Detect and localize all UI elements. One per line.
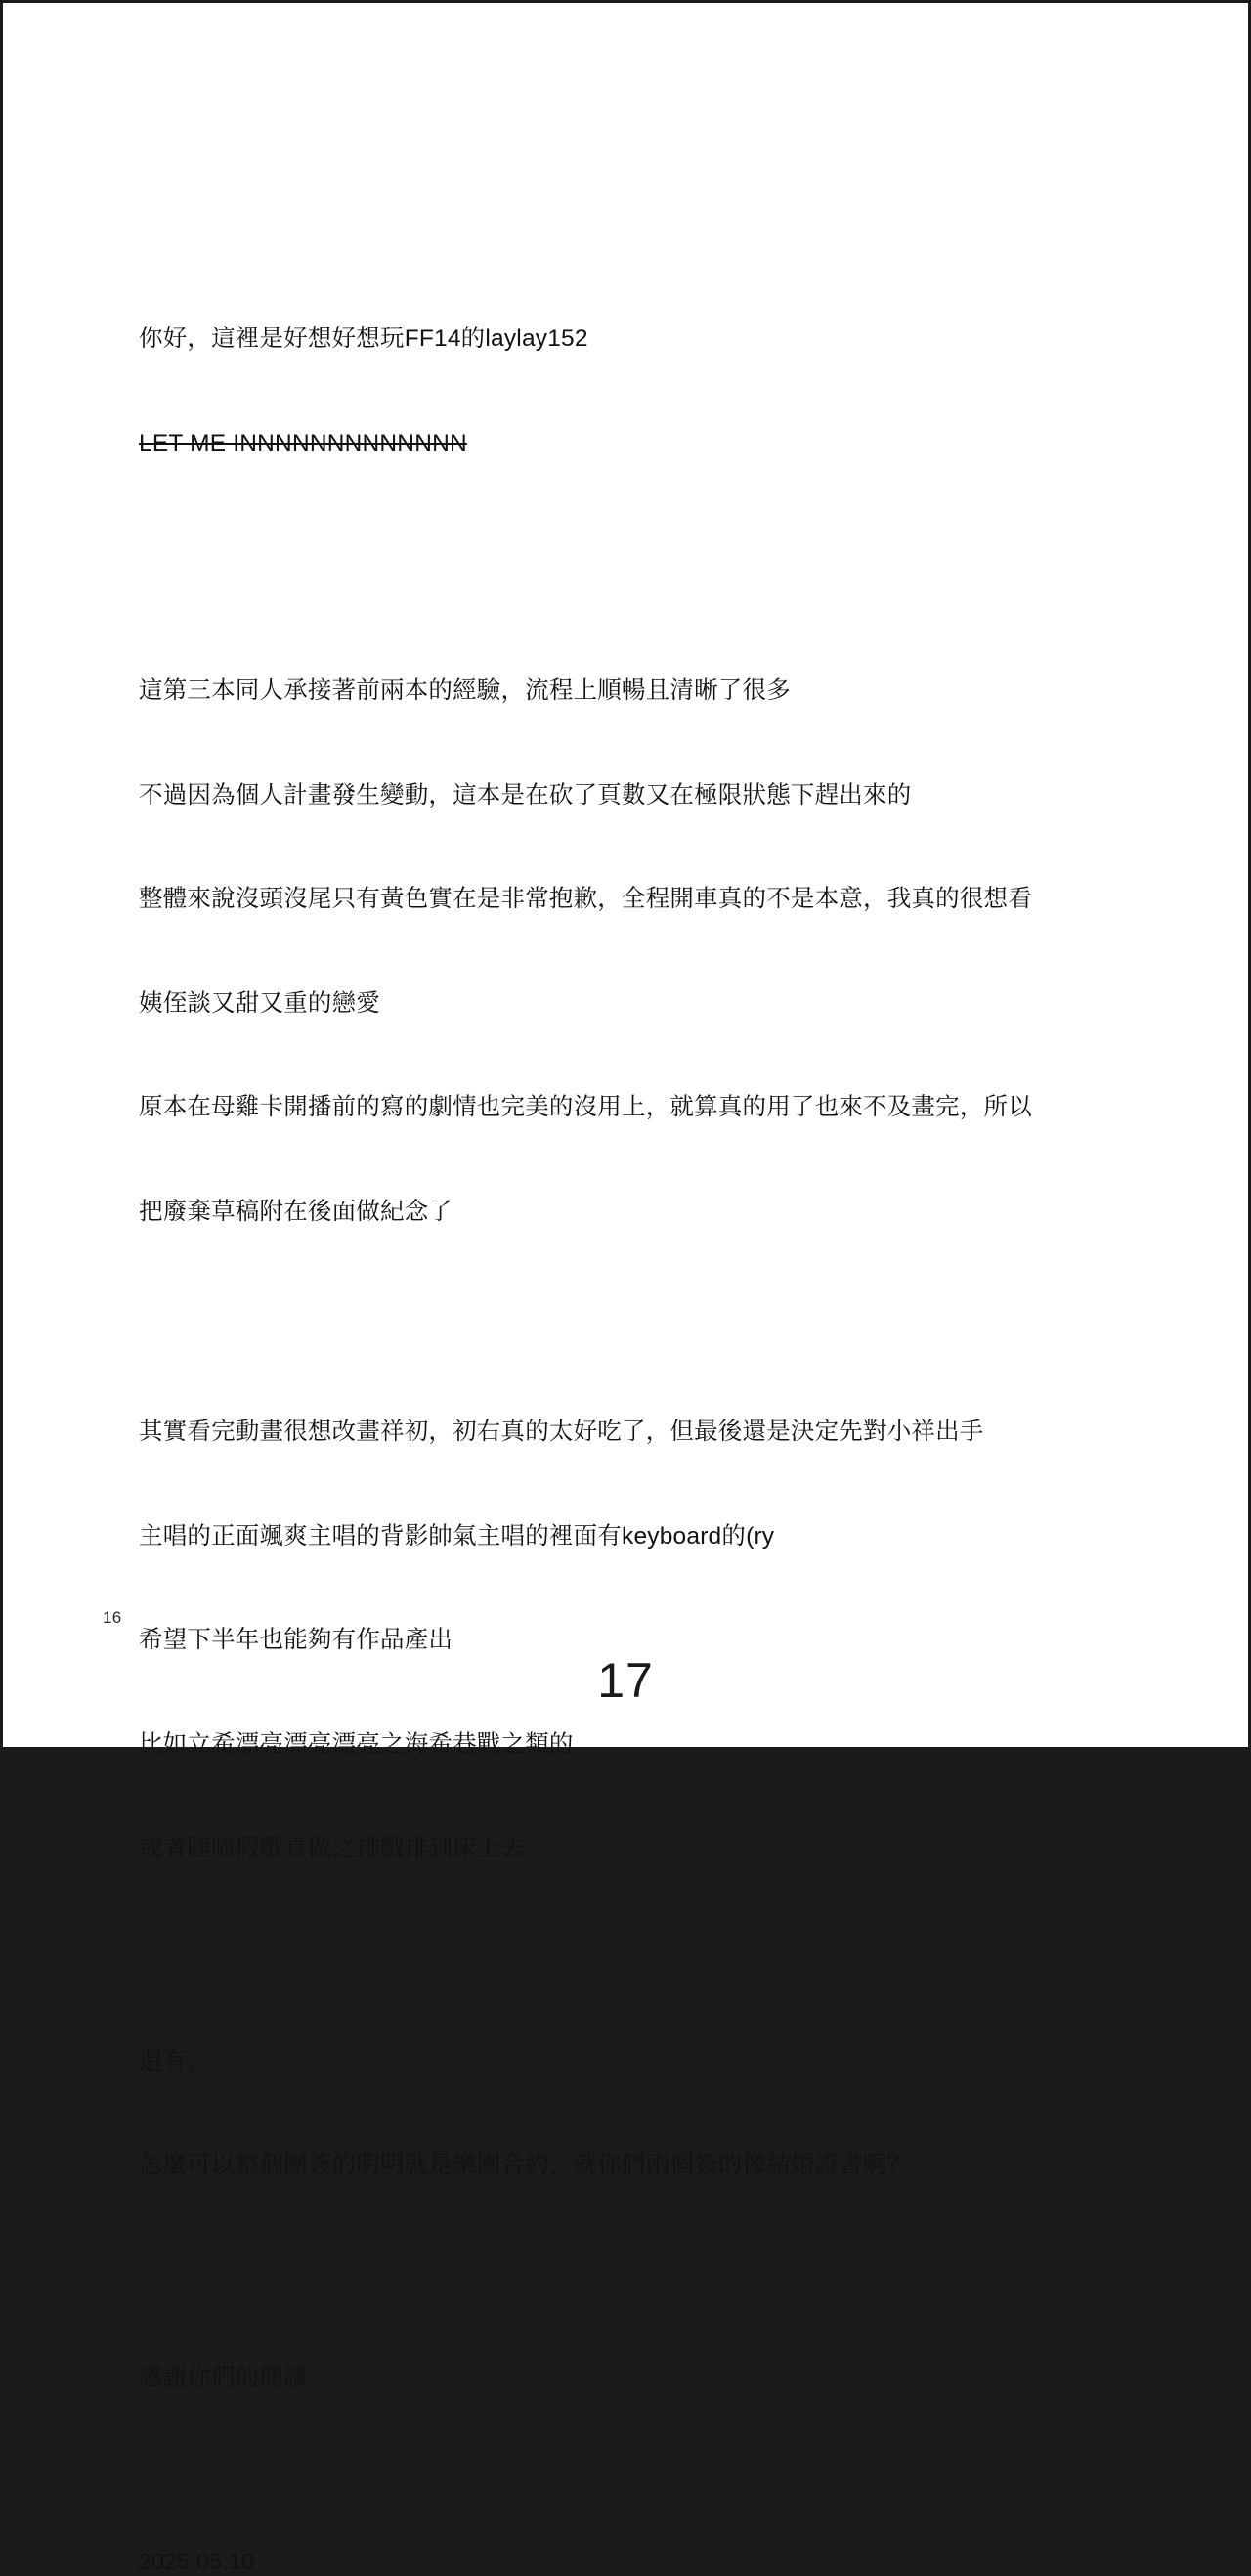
spacer-2 — [139, 1298, 1116, 1345]
afterword-p1-line-6: 把廢棄草稿附在後面做紀念了 — [139, 1198, 453, 1225]
folio-number-small: 16 — [103, 1608, 122, 1627]
afterword-p2-line-1: 其實看完動畫很想改畫祥初，初右真的太好吃了，但最後還是決定先對小祥出手 — [139, 1419, 984, 1445]
spacer-1 — [139, 530, 1116, 604]
afterword-p2-line-3: 希望下半年也能夠有作品產出 — [139, 1627, 453, 1653]
afterword-p3-line-1: 還有， — [139, 2047, 212, 2074]
afterword-p4-line-1: 感謝你們的閱讀 — [139, 2364, 308, 2391]
afterword-p3-line-2: 怎麼可以整個團簽的明明就是樂團合約，就你們兩個簽的像結婚證書啊？ — [139, 2152, 912, 2178]
page-border-top — [0, 0, 1251, 3]
page-border-left — [0, 0, 3, 1750]
afterword-p1-line-2: 不過因為個人計畫發生變動，這本是在砍了頁數又在極限狀態下趕出來的 — [139, 781, 912, 808]
afterword-p2-line-4: 比如立希漂亮漂亮漂亮之海希巷戰之類的 — [139, 1730, 574, 1758]
afterword-paragraph-4 — [139, 2292, 1116, 2466]
afterword-date: 2025.05.10 — [139, 2549, 255, 2574]
spacer-4 — [139, 2252, 1116, 2292]
afterword-intro-line-1: 你好，這裡是好想好想玩FF14的laylay152 — [139, 326, 588, 352]
afterword-paragraph-2 — [139, 1345, 1116, 1936]
afterword-paragraph-1 — [139, 604, 1116, 1298]
afterword-paragraph-3 — [139, 1975, 1116, 2252]
afterword-intro-paragraph — [139, 252, 1116, 530]
afterword-intro-line-2-strikethrough: LET ME INNNNNNNNNNNNN — [139, 429, 467, 457]
afterword-p2-line-2: 主唱的正面颯爽主唱的背影帥氣主唱的裡面有keyboard的(ry — [139, 1522, 775, 1550]
spacer-3 — [139, 1936, 1116, 1975]
spacer-5 — [139, 2465, 1116, 2547]
afterword-p2-line-5: 或者睦喵假戲真做之排戲排到床上去 — [139, 1835, 526, 1861]
afterword-p1-line-1: 這第三本同人承接著前兩本的經驗，流程上順暢且清晰了很多 — [139, 677, 791, 704]
folio-number-large: 17 — [597, 1653, 654, 1708]
afterword-content — [139, 252, 1116, 2576]
afterword-p1-line-3: 整體來說沒頭沒尾只有黃色實在是非常抱歉，全程開車真的不是本意，我真的很想看 — [139, 886, 1032, 912]
afterword-p1-line-5: 原本在母雞卡開播前的寫的劇情也完美的沒用上，就算真的用了也來不及畫完，所以 — [139, 1094, 1032, 1120]
afterword-p1-line-4: 姨侄談又甜又重的戀愛 — [139, 989, 380, 1017]
